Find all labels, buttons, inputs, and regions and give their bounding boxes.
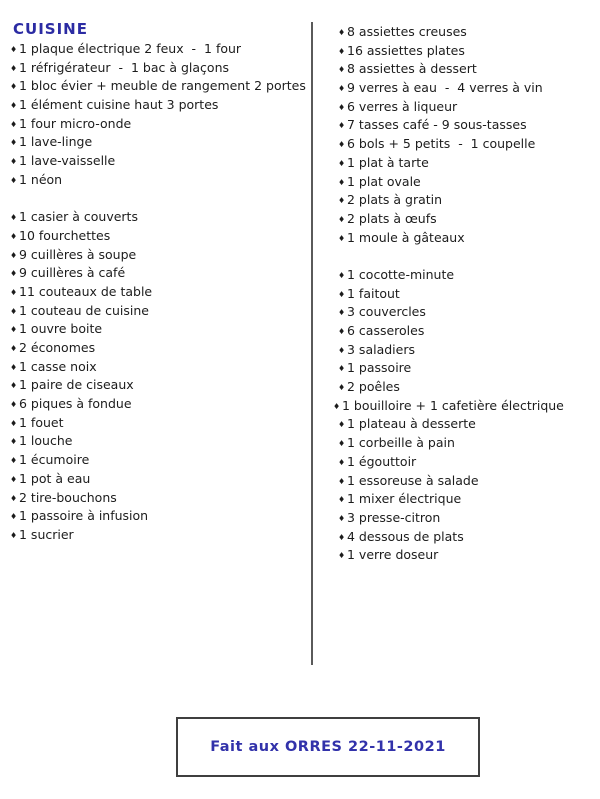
list-item [10,78,306,97]
list-item-text: 2 plats à œufs [347,210,437,226]
list-item-text: 1 pot à eau [19,470,91,486]
list-item [333,117,564,136]
list-item [10,172,306,191]
list-item [10,433,306,452]
group-gap [333,248,564,267]
list-item-text: 16 assiettes plates [347,42,465,58]
list-item [333,342,564,361]
list-item-text: 1 plat ovale [347,173,421,189]
list-item [333,491,564,510]
list-item-text: 1 réfrigérateur - 1 bac à glaçons [19,59,229,75]
list-item-text: 1 four micro-onde [19,115,132,131]
list-item-text: 6 piques à fondue [19,396,132,412]
list-item [333,267,564,286]
bullet-icon: ♦ [338,102,346,112]
list-item-text: 3 couvercles [347,304,426,320]
list-item-text: 1 corbeille à pain [347,435,455,451]
bullet-icon: ♦ [338,327,346,336]
column-divider [311,22,313,665]
bullet-icon: ♦ [10,381,18,391]
bullet-icon: ♦ [338,158,346,168]
bullet-icon: ♦ [338,551,346,561]
footer-label: Fait aux ORRES 22-11-2021 [210,739,446,755]
list-item-text: 1 faitout [347,285,400,301]
list-item [10,153,306,172]
bullet-icon: ♦ [10,493,18,503]
list-item [10,527,306,546]
bullet-icon: ♦ [338,308,346,318]
left-column [10,41,306,546]
bullet-icon: ♦ [338,140,346,150]
bullet-icon: ♦ [10,474,18,484]
list-item-text: 1 moule à gâteaux [347,229,465,245]
list-item [10,321,306,340]
list-item [333,230,564,249]
list-item-text: 1 égouttoir [347,453,417,469]
bullet-icon: ♦ [338,233,346,243]
bullet-icon: ♦ [338,270,346,280]
list-item [10,228,306,247]
list-item [10,284,306,303]
bullet-icon: ♦ [338,46,346,56]
list-item-text: 6 casseroles [347,323,425,338]
right-column [333,24,564,566]
list-item-text: 1 couteau de cuisine [19,302,149,318]
bullet-icon: ♦ [10,101,18,111]
list-item-text: 4 dessous de plats [347,528,464,544]
list-item-text: 1 lave-linge [19,134,93,150]
list-item [333,99,564,118]
list-item [333,24,564,43]
list-item [333,174,564,193]
list-item-text: 1 plaque électrique 2 feux - 1 four [19,41,242,56]
bullet-icon: ♦ [10,306,18,316]
list-item [333,416,564,435]
bullet-icon: ♦ [10,437,18,447]
bullet-icon: ♦ [338,476,346,486]
list-item-text: 1 élément cuisine haut 3 portes [19,97,219,113]
list-item-text: 3 saladiers [347,341,415,357]
list-item-text: 6 verres à liqueur [347,98,458,114]
bullet-icon: ♦ [10,530,18,540]
list-item-text: 2 tire-bouchons [19,489,117,505]
list-item-text: 1 plateau à desserte [347,416,476,432]
list-item [10,60,306,79]
list-item-text: 1 sucrier [19,526,74,542]
bullet-icon: ♦ [333,401,341,411]
list-item [333,454,564,473]
bullet-icon: ♦ [10,362,18,372]
list-item [333,286,564,305]
footer-box [176,717,480,777]
list-item-text: 2 poêles [347,379,400,395]
list-item-text: 1 bloc évier + meuble de rangement 2 portes [19,78,306,94]
list-item [333,529,564,548]
list-item-text: 1 essoreuse à salade [347,472,479,488]
list-item-text: 1 verre doseur [347,547,439,563]
bullet-icon: ♦ [10,250,18,260]
bullet-icon: ♦ [338,84,346,94]
list-item [10,247,306,266]
list-item-text: 1 passoire [347,360,412,376]
list-item-text: 1 plat à tarte [347,154,429,170]
list-item-text: 1 mixer électrique [347,491,462,507]
list-item-text: 9 verres à eau - 4 verres à vin [347,80,543,96]
list-item-text: 1 casier à couverts [19,209,138,225]
bullet-icon: ♦ [10,231,18,241]
list-item [10,415,306,434]
list-item-text: 1 néon [19,171,63,187]
list-item [333,304,564,323]
list-item [10,490,306,509]
list-item [333,43,564,62]
bullet-icon: ♦ [10,269,18,279]
list-item-text: 2 économes [19,340,96,355]
list-item [10,340,306,359]
list-item-text: 6 bols + 5 petits - 1 coupelle [347,136,536,152]
bullet-icon: ♦ [10,45,18,54]
bullet-icon: ♦ [338,383,346,393]
bullet-icon: ♦ [10,213,18,223]
bullet-icon: ♦ [10,119,18,129]
list-item-text: 3 presse-citron [347,509,441,525]
list-item [10,471,306,490]
list-item [10,303,306,322]
list-item [333,80,564,99]
list-item [333,473,564,492]
list-item [10,508,306,527]
list-item [333,61,564,80]
bullet-icon: ♦ [338,439,346,449]
bullet-icon: ♦ [10,325,18,335]
bullet-icon: ♦ [10,512,18,522]
bullet-icon: ♦ [338,65,346,75]
bullet-icon: ♦ [10,82,18,92]
list-item-text: 1 écumoire [19,452,90,468]
list-item-text: 8 assiettes creuses [347,24,467,39]
list-item [333,510,564,529]
bullet-icon: ♦ [338,420,346,430]
bullet-icon: ♦ [338,345,346,355]
list-item [10,265,306,284]
list-item [10,396,306,415]
list-item [10,41,306,60]
page-title: CUISINE [13,20,88,38]
list-item-text: 1 fouet [19,414,64,430]
list-item [333,435,564,454]
list-item-text: 1 ouvre boite [19,321,103,337]
list-item [333,155,564,174]
list-item-text: 7 tasses café - 9 sous-tasses [347,117,527,133]
bullet-icon: ♦ [338,177,346,187]
list-item [333,547,564,566]
list-item-text: 9 cuillères à soupe [19,246,137,262]
list-item-text: 1 louche [19,433,73,449]
bullet-icon: ♦ [10,157,18,167]
bullet-icon: ♦ [338,121,346,131]
list-item [333,398,564,417]
bullet-icon: ♦ [338,289,346,299]
list-item-text: 1 cocotte-minute [347,266,455,282]
bullet-icon: ♦ [10,344,18,353]
bullet-icon: ♦ [10,418,18,428]
bullet-icon: ♦ [338,457,346,467]
bullet-icon: ♦ [10,456,18,466]
list-item [10,452,306,471]
list-item [10,209,306,228]
bullet-icon: ♦ [338,28,346,37]
list-item [333,192,564,211]
bullet-icon: ♦ [10,287,18,297]
list-item-text: 8 assiettes à dessert [347,61,477,77]
list-item [10,134,306,153]
bullet-icon: ♦ [338,532,346,542]
list-item [333,360,564,379]
list-item-text: 1 bouilloire + 1 cafetière électrique [342,397,564,413]
bullet-icon: ♦ [10,63,18,73]
group-gap [10,191,306,210]
list-item [333,323,564,342]
list-item-text: 1 lave-vaisselle [19,153,116,169]
list-item [333,379,564,398]
list-item-text: 11 couteaux de table [19,283,153,299]
list-item-text: 10 fourchettes [19,227,111,243]
list-item-text: 1 casse noix [19,358,97,374]
list-item [10,359,306,378]
bullet-icon: ♦ [338,513,346,523]
list-item [10,377,306,396]
bullet-icon: ♦ [10,400,18,410]
list-item [10,97,306,116]
list-item-text: 1 passoire à infusion [19,508,149,524]
bullet-icon: ♦ [338,214,346,224]
bullet-icon: ♦ [338,196,346,206]
list-item [10,116,306,135]
list-item [333,211,564,230]
bullet-icon: ♦ [10,138,18,148]
bullet-icon: ♦ [338,495,346,505]
list-item-text: 9 cuillères à café [19,265,126,281]
list-item-text: 2 plats à gratin [347,192,443,208]
bullet-icon: ♦ [338,364,346,374]
list-item [333,136,564,155]
bullet-icon: ♦ [10,175,18,185]
list-item-text: 1 paire de ciseaux [19,377,134,393]
